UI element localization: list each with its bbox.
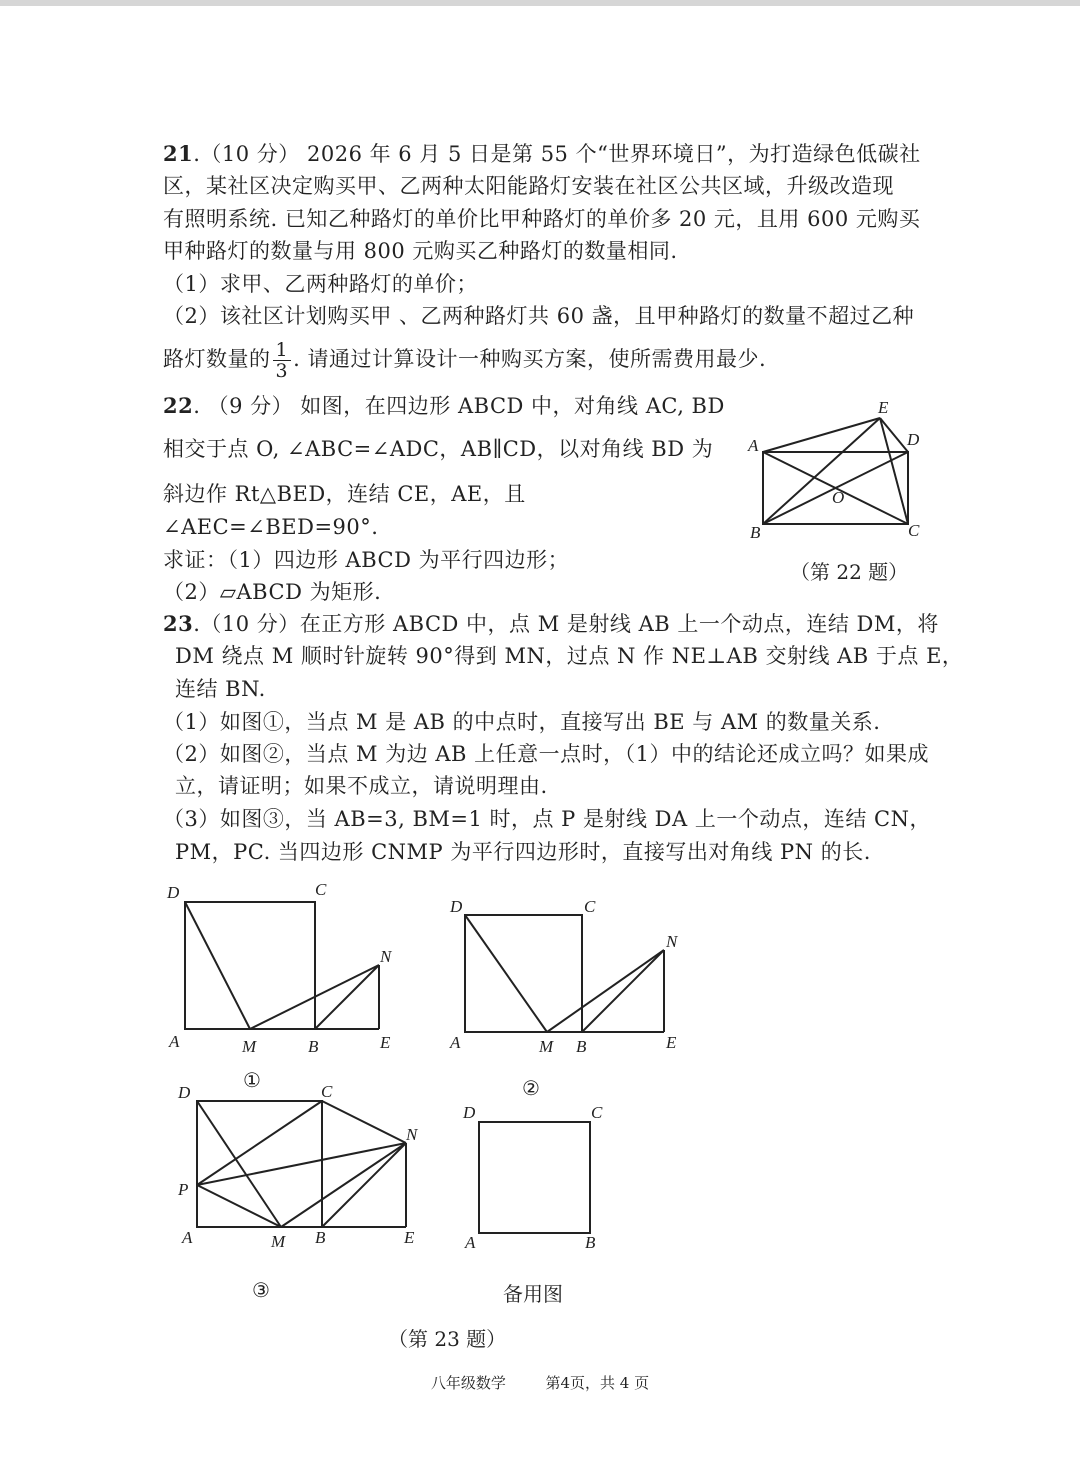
fig1-label-d: D [167, 883, 180, 902]
q23-line-1-text: .（10 分）在正方形 ABCD 中，点 M 是射线 AB 上一个动点，连结 DM，将 [193, 612, 939, 636]
spare-label-b: B [585, 1233, 596, 1252]
q23-part-3a: （3）如图③，当 AB=3, BM=1 时，点 P 是射线 DA 上一个动点，连结 CN， [163, 807, 931, 831]
fig1-label-b: B [308, 1037, 319, 1056]
fig2-label-e: E [666, 1033, 677, 1052]
q23-line-1 [163, 609, 939, 639]
q21-part-1: （1）求甲、乙两种路灯的单价； [163, 272, 478, 296]
q22-label-c: C [908, 521, 920, 540]
q21-part-2b [163, 340, 766, 381]
q21-line-1 [163, 139, 921, 169]
fig3-label-d: D [178, 1083, 191, 1102]
q22-label-d: D [907, 430, 920, 449]
fig3-segment-bn [322, 1143, 406, 1227]
q22-part-1: 求证：（1）四边形 ABCD 为平行四边形； [163, 548, 570, 572]
q22-line-1 [163, 391, 725, 421]
fig2-segment-mn [547, 950, 664, 1032]
q23-figure-1 [160, 875, 410, 1065]
fig3-label-c: C [321, 1082, 333, 1101]
q22-figure [740, 395, 930, 545]
q21-line-2: 区，某社区决定购买甲、乙两种太阳能路灯安装在社区公共区域，升级改造现 [163, 174, 894, 198]
q22-line-3: 斜边作 Rt△BED，连结 CE，AE，且 [163, 482, 526, 506]
q23-caption: （第 23 题） [388, 1327, 507, 1351]
fig2-square-abcd [465, 915, 582, 1032]
q23-number: 23 [163, 611, 194, 636]
q23-part-2a: （2）如图②，当点 M 为边 AB 上任意一点时，（1）中的结论还成立吗？如果成 [163, 742, 930, 766]
q23-spare-figure [455, 1098, 615, 1258]
q22-segment-eb [763, 418, 880, 524]
fig3-label-a: A [182, 1228, 193, 1247]
q21-line-3: 有照明系统. 已知乙种路灯的单价比甲种路灯的单价多 20 元，且用 600 元购买 [163, 207, 921, 231]
q23-line-3: 连结 BN. [175, 677, 266, 701]
fig2-caption: ② [522, 1076, 540, 1100]
fig1-caption: ① [243, 1068, 261, 1092]
fig3-label-b: B [315, 1228, 326, 1247]
top-edge-bar [0, 0, 1080, 6]
q23-figure-3 [170, 1075, 430, 1255]
fig1-label-a: A [169, 1032, 180, 1051]
fig3-label-m: M [271, 1232, 286, 1251]
fig1-label-m: M [242, 1037, 257, 1056]
fig1-label-c: C [315, 880, 327, 899]
spare-figure-caption: 备用图 [503, 1282, 563, 1306]
q22-number: 22 [163, 393, 194, 418]
spare-label-d: D [463, 1103, 476, 1122]
q21-part-2a: （2）该社区计划购买甲 、乙两种路灯共 60 盏，且甲种路灯的数量不超过乙种 [163, 304, 915, 328]
fig2-segment-dm [465, 915, 547, 1032]
q23-part-2b: 立，请证明；如果不成立，请说明理由. [175, 774, 548, 798]
q21-line-4: 甲种路灯的数量与用 800 元购买乙种路灯的数量相同. [163, 239, 678, 263]
q22-label-a: A [748, 436, 759, 455]
q22-line-1-text: . （9 分） 如图，在四边形 ABCD 中，对角线 AC, BD [193, 394, 725, 418]
q22-label-o: O [832, 488, 845, 507]
fig2-label-n: N [666, 932, 678, 951]
q22-caption: （第 22 题） [790, 560, 909, 584]
spare-square-abcd [479, 1122, 590, 1233]
fig1-segment-dm [185, 902, 250, 1029]
fig2-label-b: B [576, 1037, 587, 1056]
q22-label-b: B [750, 523, 761, 542]
fig2-label-a: A [450, 1033, 461, 1052]
q21-number: 21 [163, 141, 194, 166]
q22-line-4: ∠AEC=∠BED=90°. [163, 515, 379, 539]
q21-part-2b-post: . 请通过计算设计一种购买方案，使所需费用最少. [293, 347, 767, 371]
fig1-square-abcd [185, 902, 315, 1029]
fig3-segment-pm [197, 1185, 281, 1227]
fig1-label-n: N [380, 947, 392, 966]
fraction-denominator: 3 [275, 360, 289, 382]
q21-part-2b-pre: 路灯数量的 [163, 347, 271, 371]
footer-page-number: 第4页，共 4 页 [545, 1374, 650, 1392]
fraction-numerator: 1 [273, 340, 292, 361]
fig1-segment-bn [315, 965, 379, 1029]
fig1-label-e: E [380, 1033, 391, 1052]
spare-label-a: A [465, 1233, 476, 1252]
fig3-label-p: P [178, 1180, 189, 1199]
q22-label-e: E [878, 398, 889, 417]
fig3-label-n: N [406, 1125, 418, 1144]
fig2-segment-bn [582, 950, 664, 1032]
fig3-label-e: E [404, 1228, 415, 1247]
fig3-segment-dm [197, 1101, 281, 1227]
spare-label-c: C [591, 1103, 603, 1122]
fig2-label-d: D [450, 897, 463, 916]
q23-line-2: DM 绕点 M 顺时针旋转 90°得到 MN，过点 N 作 NE⊥AB 交射线 AB 于点 E， [175, 644, 964, 668]
q23-part-1: （1）如图①，当点 M 是 AB 的中点时，直接写出 BE 与 AM 的数量关系. [163, 710, 881, 734]
q22-line-2: 相交于点 O, ∠ABC=∠ADC，AB∥CD，以对角线 BD 为 [163, 437, 714, 461]
q21-line-1-text: .（10 分） 2026 年 6 月 5 日是第 55 个“世界环境日”，为打造绿色低碳社 [193, 142, 921, 166]
footer-subject: 八年级数学 [430, 1374, 506, 1392]
fig2-label-c: C [584, 897, 596, 916]
q23-figure-2 [440, 890, 690, 1070]
page-footer [0, 1372, 1080, 1393]
fig3-segment-cn [322, 1101, 406, 1143]
q22-part-2: （2）▱ABCD 为矩形. [163, 580, 382, 604]
q23-part-3b: PM，PC. 当四边形 CNMP 为平行四边形时，直接写出对角线 PN 的长. [175, 840, 871, 864]
one-third-fraction [273, 340, 292, 381]
fig3-caption: ③ [252, 1278, 270, 1302]
fig2-label-m: M [539, 1037, 554, 1056]
